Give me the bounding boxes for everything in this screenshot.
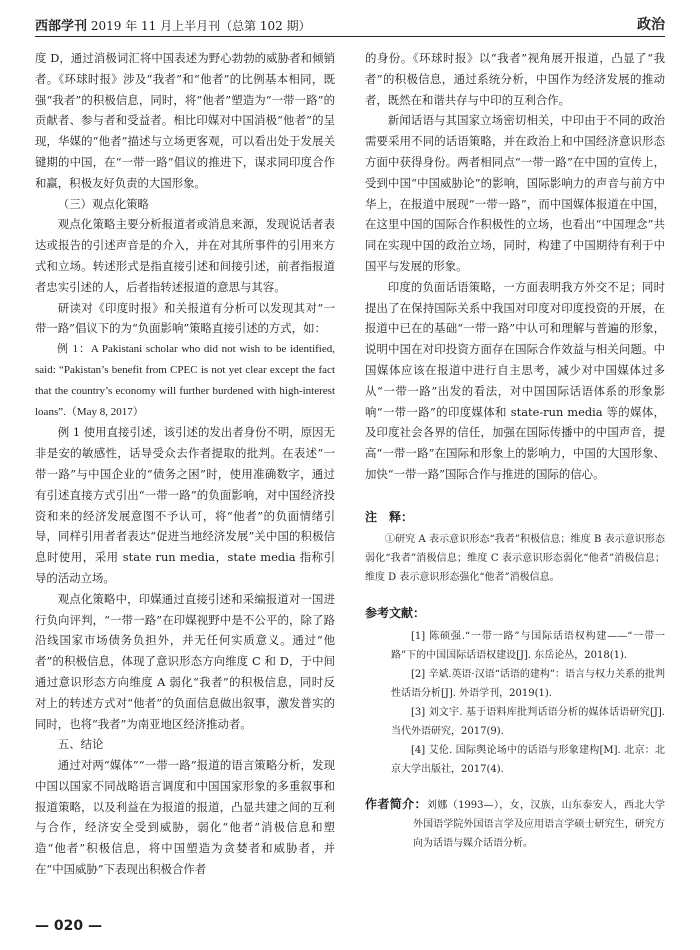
section-heading: 五、结论 xyxy=(57,737,104,752)
issue-info: 2019 年 11 月上半月刊（总第 102 期） xyxy=(90,19,311,33)
paragraph: 观点化策略中，印媒通过直接引述和采编报道对一国进行负向评判，“一带一路”在印媒视野中是不公平的，除了路沿线国家市场债务负担外，并无任何实质意义。通过“他者”的积极信息，体现了意识形态方向维度 C 和 D，于中间通过意识形态方向维度 A 弱化“我者”的积极信息，同时反对上的转述方式对“他者”的负面信息做出叙事，激发普实的同时，也将“我者”为南亚地区经济推动者。 xyxy=(35,591,335,731)
journal-info xyxy=(35,15,311,34)
page-header xyxy=(35,14,665,37)
paragraph: 研读对《印度时报》和关报道有分析可以发现其对“一带一路”倡议下的为“负面影响”策略直接引述的方式，如： xyxy=(35,300,335,336)
note-text: ①研究 A 表示意识形态“我者”积极信息；维度 B 表示意识形态弱化“我者”消极信息；维度 C 表示意识形态弱化“他者”消极信息；维度 D 表示意识形态强化“他者”消极信息。 xyxy=(365,533,665,583)
paragraph: 新闻话语与其国家立场密切相关，中印由于不同的政治需要采用不同的话语策略，并在政治上和中国经济意识形态方面中获得身份。两者相同点“一带一路”在中国的宣传上，受到中国“中国威胁论”的影响，国际影响力的声音与前方中华上，在报道中展现“一带一路”，而中国媒体报道在中国，在这里中国的国际合作积极性的立场，也看出“中国理念”共同在实现中国的政治立场，同时，构建了中国期待有利于中国平与发展的形象。 xyxy=(365,113,665,273)
subsection-heading: （三）观点化策略 xyxy=(57,196,149,211)
reference-item: [3] 刘文宇. 基于语料库批判话语分析的媒体话语研究[J]. 当代外语研究，2017(9). xyxy=(391,707,665,738)
notes-section xyxy=(365,507,665,587)
paragraph: 印度的负面话语策略，一方面表明我方外交不足；同时提出了在保持国际关系中我国对印度对印度投资的开展，在报道中已在的基础“一带一路”中认可和理解与普遍的形象，说明中国在对印投资方面存在国际合作效益与相关问题。中国媒体应该在报道中进行自主思考，减少对中国媒体过多从“一带一路”出发的看法，对中国国际话语体系的形象影响“一带一路”的印度媒体和 state-run media 等的媒体，及印度社会各界的信任，加强在国际传播中的中国声音，提高“一带一路”在国际和形象上的影响力，中国的大国形象、加快“一带一路”国际合作与推进的国际的信心。 xyxy=(365,279,665,481)
paragraph: 通过对两“媒体”“一带一路”报道的语言策略分析，发现中国以国家不同战略语言调度和中国国家形象的多重叙事和报道策略，以及利益在为报道的报道，凸显共建之间的互利与合作，经济安全受到威胁，弱化“他者”消极信息和塑造“他者”积极信息，将中国塑造为贪婪者和威胁者，并在“中国威胁”下表现出积极合作者 xyxy=(35,758,335,877)
author-bio xyxy=(365,795,665,853)
section-label: 政治 xyxy=(637,17,665,33)
reference-item: [4] 艾伦. 国际舆论场中的话语与形象建构[M]. 北京：北京大学出版社，2017(4). xyxy=(391,745,665,776)
paragraph: 的身份。《环球时报》以“我者”视角展开报道，凸显了“我者”的积极信息，通过系统分析，中国作为经济发展的推动者，既然在和谐共存与中印的互利合作。 xyxy=(365,51,665,107)
reference-item: [2] 辛斌.英语·汉语“话语的建构”：语言与权力关系的批判性话语分析[J]. 外语学刊，2019(1). xyxy=(391,669,665,700)
author-label: 作者简介： xyxy=(365,797,427,812)
notes-title: 注 释： xyxy=(365,509,414,524)
page-number: — 020 — xyxy=(35,918,102,934)
reference-item: [1] 陈硕强.“一带一路”与国际话语权构建——“一带一路”下的中国国际话语权建设[J]. 东岳论丛，2018(1). xyxy=(391,631,665,662)
references-title: 参考文献： xyxy=(365,605,426,620)
author-text: 刘娜（1993—），女，汉族，山东泰安人，西北大学外国语学院外国语言学及应用语言学硕士研究生，研究方向为话语与媒介话语分析。 xyxy=(413,800,665,850)
paragraph: 例 1 使用直接引述，该引述的发出者身份不明，原因无非是安的敏感性，话导受众去作者提取的批判。在表述“一带一路”与中国企业的“债务之困”时，使用准确数字，通过有引述直接方式引出“一带一路”的负面影响，对中国经济投资和来的经济发展意图不予认可，将“他者”的负面情绪引导，同样引用者者表达“促进当地经济发展”关中国的积极信息时使用，采用 state run media，state media 指称引导的活动立场。 xyxy=(35,425,335,585)
example-quote: 例 1：A Pakistani scholar who did not wish to be identified, said: “Pakistan’s benefit from CPEC is not yet clear except the fact that the country’s economy will further burdened with high-interest loans”.（May 8, 2017） xyxy=(35,343,335,418)
right-column xyxy=(365,48,665,853)
left-column xyxy=(35,48,335,880)
paragraph: 观点化策略主要分析报道者或消息来源，发现说话者表达或报告的引述声音是的介入，并在对其所事件的引用来方式和立场。转述形式是指直接引述和间接引述，前者指报道者忠实引述的人，后者指转述报道的意思与其容。 xyxy=(35,217,335,294)
paragraph: 度 D，通过消极词汇将中国表述为野心勃勃的威胁者和倾销者。《环球时报》涉及“我者”和“他者”的比例基本相同，既强“我者”的积极信息，同时，将“他者”塑造为“一带一路”的贡献者、参与者和受益者。相比印媒对中国消极“他者”的呈现，华媒的“他者”描述与立场更客观，可以看出处于发展关键期的中国，在“一带一路”倡议的推进下，谋求同印度合作和赢，积极友好负责的大国形象。 xyxy=(35,51,335,190)
journal-name: 西部学刊 xyxy=(35,19,88,34)
